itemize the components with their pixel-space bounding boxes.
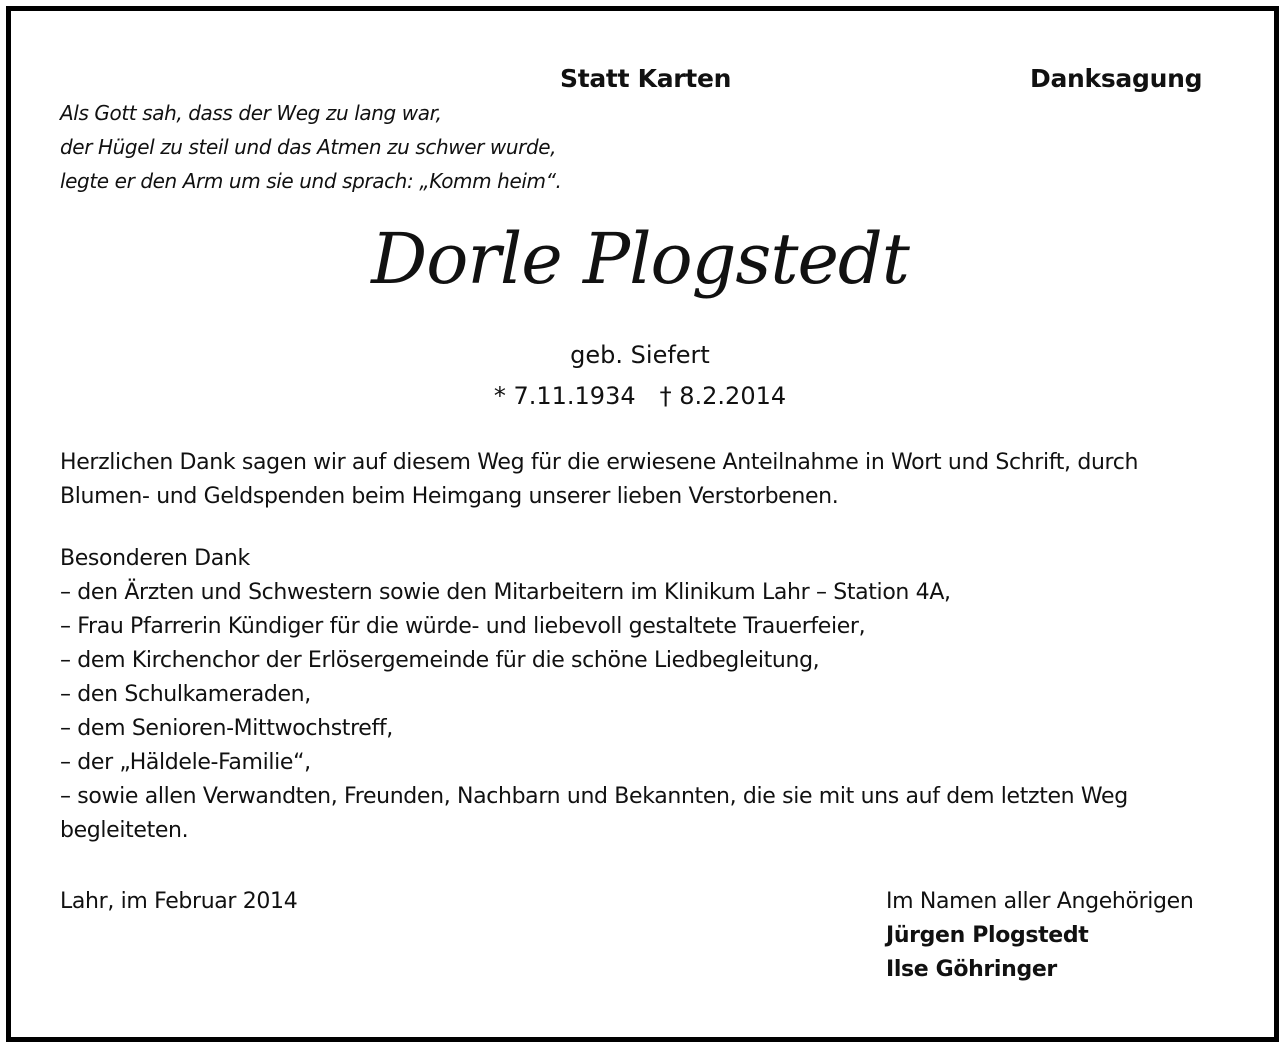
poem-line: der Hügel zu steil und das Atmen zu schwer wurde, <box>60 135 557 159</box>
special-thanks-item: – der „Häldele-Familie“, <box>60 750 311 775</box>
poem-line: legte er den Arm um sie und sprach: „Komm heim“. <box>60 169 562 193</box>
poem-line: Als Gott sah, dass der Weg zu lang war, <box>60 101 442 125</box>
deceased-name: Dorle Plogstedt <box>371 218 909 300</box>
signature-block <box>886 885 1193 987</box>
special-thanks-item: – sowie allen Verwandten, Freunden, Nachbarn und Bekannten, die sie mit uns auf dem letzten Weg <box>60 784 1128 809</box>
thanks-line: Blumen- und Geldspenden beim Heimgang unserer lieben Verstorbenen. <box>60 484 839 509</box>
signature-name: Ilse Göhringer <box>886 957 1057 982</box>
special-thanks-item: – Frau Pfarrerin Kündiger für die würde- und liebevoll gestaltete Trauerfeier, <box>60 614 866 639</box>
header-statt-karten: Statt Karten <box>560 64 732 93</box>
life-dates <box>0 382 1280 410</box>
header-danksagung: Danksagung <box>1030 64 1203 93</box>
special-thanks-item: – dem Kirchenchor der Erlösergemeinde für die schöne Liedbegleitung, <box>60 648 820 673</box>
death-date: † 8.2.2014 <box>659 382 787 410</box>
special-thanks-item: begleiteten. <box>60 818 189 843</box>
special-thanks-heading: Besonderen Dank <box>60 546 250 571</box>
special-thanks-item: – dem Senioren-Mittwochstreff, <box>60 716 393 741</box>
poem <box>60 96 562 198</box>
maiden-name: geb. Siefert <box>570 341 710 369</box>
thanks-line: Herzlichen Dank sagen wir auf diesem Weg für die erwiesene Anteilnahme in Wort und Schrift, durch <box>60 450 1139 475</box>
thanks-paragraph <box>60 446 1138 514</box>
birth-date: * 7.11.1934 <box>493 382 636 410</box>
special-thanks-item: – den Ärzten und Schwestern sowie den Mitarbeitern im Klinikum Lahr – Station 4A, <box>60 580 951 605</box>
special-thanks <box>60 542 1128 848</box>
special-thanks-item: – den Schulkameraden, <box>60 682 311 707</box>
signature-name: Jürgen Plogstedt <box>886 923 1089 948</box>
place-date: Lahr, im Februar 2014 <box>60 889 298 914</box>
signature-intro: Im Namen aller Angehörigen <box>886 889 1194 914</box>
